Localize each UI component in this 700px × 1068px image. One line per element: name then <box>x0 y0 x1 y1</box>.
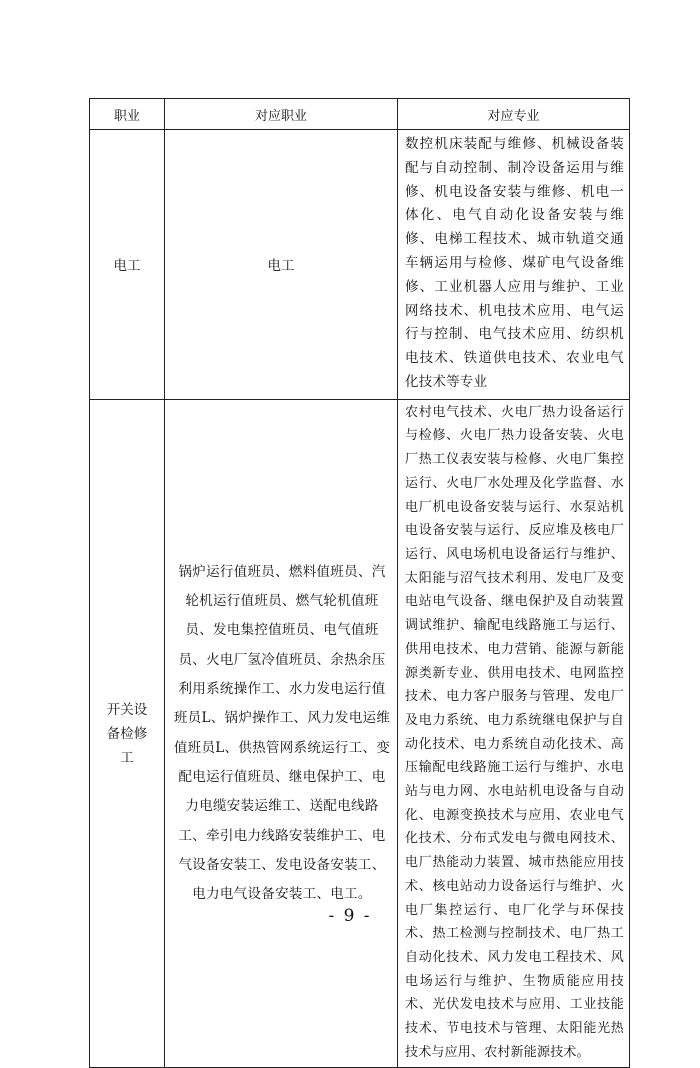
header-related-majors: 对应专业 <box>398 99 630 130</box>
table-header-row <box>90 99 630 130</box>
cell-occupation: 开关设备检修工 <box>90 399 165 1068</box>
header-related-occupation: 对应职业 <box>165 99 398 130</box>
cell-related-occupation: 电工 <box>165 130 398 400</box>
page-number: - 9 - <box>328 906 372 926</box>
cell-related-majors: 农村电气技术、火电厂热力设备运行与检修、火电厂热力设备安装、火电厂热工仪表安装与检修、火电厂集控运行、火电厂水处理及化学监督、水电厂机电设备安装与运行、水泵站机电设备安装与运行、反应堆及核电厂运行、风电场机电设备运行与维护、太阳能与沼气技术利用、发电厂及变电站电气设备、继电保护及自动装置调试维护、输配电线路施工与运行、供用电技术、电力营销、能源与新能源类新专业、供用电技术、电网监控技术、电力客户服务与管理、发电厂及电力系统、电力系统继电保护与自动化技术、电力系统自动化技术、高压输配电线路施工运行与维护、水电站与电力网、水电站机电设备与自动化、电源变换技术与应用、农业电气化技术、分布式发电与微电网技术、电厂热能动力装置、城市热能应用技术、核电站动力设备运行与维护、火电厂集控运行、电厂化学与环保技术、热工检测与控制技术、电厂热工自动化技术、风力发电工程技术、风电场运行与维护、生物质能应用技术、光伏发电技术与应用、工业技能技术、节电技术与管理、太阳能光热技术与应用、农村新能源技术。 <box>398 399 630 1068</box>
cell-occupation: 电工 <box>90 130 165 400</box>
table-row <box>90 399 630 1068</box>
table-row <box>90 130 630 400</box>
header-occupation: 职业 <box>90 99 165 130</box>
cell-related-majors: 数控机床装配与维修、机械设备装配与自动控制、制冷设备运用与维修、机电设备安装与维修、机电一体化、电气自动化设备安装与维修、电梯工程技术、城市轨道交通车辆运用与检修、煤矿电气设备维修、工业机器人应用与维护、工业网络技术、机电技术应用、电气运行与控制、电气技术应用、纺织机电技术、铁道供电技术、农业电气化技术等专业 <box>398 130 630 400</box>
cell-related-occupation: 锅炉运行值班员、燃料值班员、汽轮机运行值班员、燃气轮机值班员、发电集控值班员、电气值班员、火电厂氢冷值班员、余热余压利用系统操作工、水力发电运行值班员L、锅炉操作工、风力发电运维值班员L、供热管网系统运行工、变配电运行值班员、继电保护工、电力电缆安装运维工、送配电线路工、牵引电力线路安装维护工、电气设备安装工、发电设备安装工、电力电气设备安装工、电工。 <box>165 399 398 1068</box>
